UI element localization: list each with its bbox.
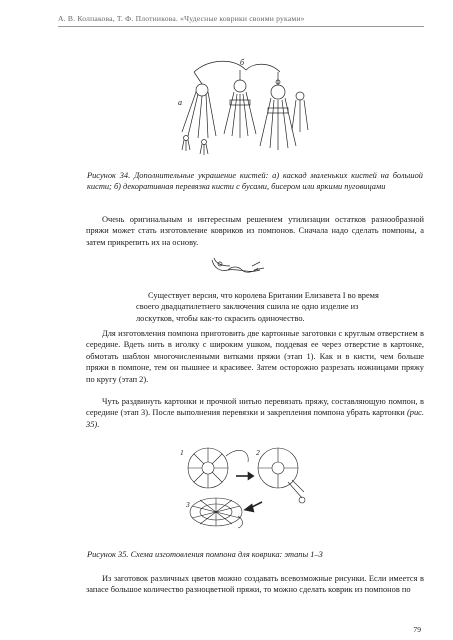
- paragraph-pompon-making: Для изготовления помпона приготовить две картонные заготовки с круглым отверстием в середине. Вдеть нить в иголку с широким ушком, поддевая ее через отверстие в картонке, обмотать шаблон многочисленными витками пряжи (этап 1). Как и в кисти, чем больше пряжи в помпоне, тем он пышнее и красивее. Затем осторожно разрезать ножницами пряжу по кругу (этап 2).: [86, 329, 424, 384]
- figure-34-tassels-illustration: [150, 52, 320, 160]
- decorative-divider-illustration: [208, 254, 268, 278]
- paragraph-pompon-rugs: Из заготовок различных цветов можно создавать всевозможные рисунки. Если имеется в запасе большое количество разноцветной пряжи, то можно сделать коврик из помпонов по: [86, 574, 424, 595]
- figure-35-label-2: 2: [256, 448, 260, 457]
- figure-reference: (рис. 35): [86, 408, 424, 429]
- page-number: 79: [413, 625, 421, 634]
- figure-35-label-3: 3: [186, 500, 190, 509]
- figure-35-caption: Рисунок 35. Схема изготовления помпона для коврика: этапы 1–3: [87, 550, 323, 559]
- figure-34-label-a: а: [178, 98, 182, 107]
- figure-34-caption: Рисунок 34. Дополнительные украшение кистей: а) каскад маленьких кистей на большой кисти; б) декоративная перевязка кисти с бусами, бисером или яркими пуговицами: [87, 171, 423, 191]
- paragraph-pompons-intro: Очень оригинальным и интересным решением утилизации остатков разнообразной пряжи может стать изготовление ковриков из помпонов. Сначала надо сделать помпоны, а затем прикрепить их на основу.: [86, 215, 424, 247]
- quote-elizabeth: Существует версия, что королева Британии Елизавета I во время своего двадцатилетнего заключения сшила не одно изделие из лоскутков, чтобы как-то скрасить одиночество.: [136, 291, 379, 323]
- paragraph-pompon-tying-text: Чуть раздвинуть картонки и прочной нитью перевязать пряжу, составляющую помпон, в середине (этап 3). После выполнения перевязки и закрепления помпона убрать картонки: [86, 397, 424, 418]
- paragraph-pompon-tying: [86, 396, 424, 430]
- figure-35-label-1: 1: [180, 448, 184, 457]
- paragraph-pompon-tying-end: .: [97, 419, 100, 429]
- running-header: А. В. Колпакова, Т. Ф. Плотникова. «Чудесные коврики своими руками»: [58, 14, 424, 27]
- figure-35-pompon-stages-illustration: [178, 442, 308, 530]
- figure-34-label-b: б: [240, 58, 245, 67]
